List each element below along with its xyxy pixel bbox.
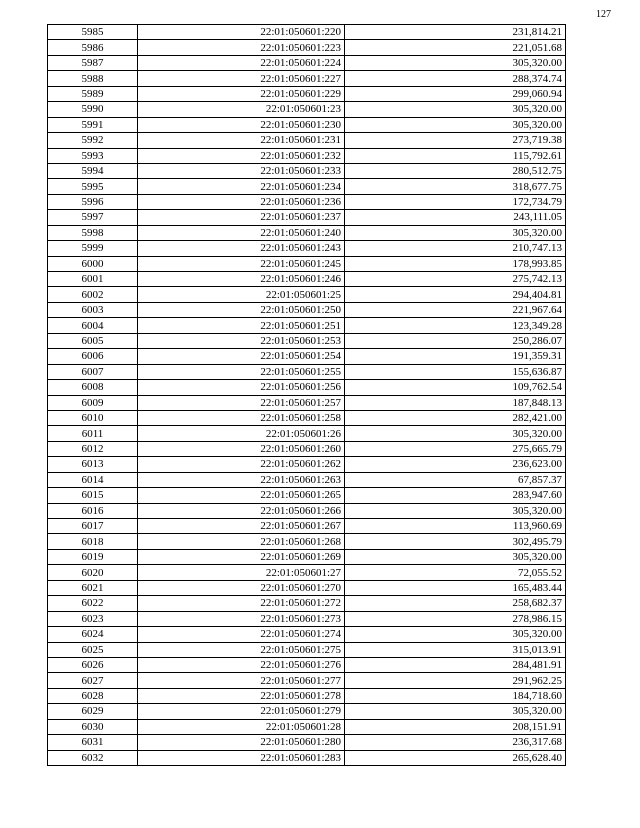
row-number-cell: 6020: [48, 565, 138, 580]
value-cell: 123,349.28: [345, 318, 566, 333]
value-cell: 288,374.74: [345, 71, 566, 86]
table-row: [48, 241, 566, 256]
row-number-cell: 6029: [48, 704, 138, 719]
value-cell: 305,320.00: [345, 426, 566, 441]
table-row: [48, 349, 566, 364]
value-cell: 72,055.52: [345, 565, 566, 580]
row-number-cell: 5987: [48, 55, 138, 70]
cadastral-number-cell: 22:01:050601:26: [138, 426, 345, 441]
row-number-cell: 5991: [48, 117, 138, 132]
value-cell: 109,762.54: [345, 380, 566, 395]
row-number-cell: 6025: [48, 642, 138, 657]
cadastral-number-cell: 22:01:050601:258: [138, 410, 345, 425]
cadastral-number-cell: 22:01:050601:229: [138, 86, 345, 101]
row-number-cell: 6013: [48, 457, 138, 472]
row-number-cell: 6006: [48, 349, 138, 364]
value-cell: 172,734.79: [345, 194, 566, 209]
row-number-cell: 6005: [48, 333, 138, 348]
table-row: [48, 519, 566, 534]
table-row: [48, 210, 566, 225]
table-row: [48, 25, 566, 40]
row-number-cell: 6026: [48, 657, 138, 672]
table-row: [48, 380, 566, 395]
table-row: [48, 549, 566, 564]
row-number-cell: 6012: [48, 441, 138, 456]
table-row: [48, 194, 566, 209]
value-cell: 302,495.79: [345, 534, 566, 549]
row-number-cell: 6014: [48, 472, 138, 487]
row-number-cell: 6008: [48, 380, 138, 395]
row-number-cell: 6009: [48, 395, 138, 410]
cadastral-number-cell: 22:01:050601:236: [138, 194, 345, 209]
cadastral-number-cell: 22:01:050601:268: [138, 534, 345, 549]
cadastral-number-cell: 22:01:050601:243: [138, 241, 345, 256]
value-cell: 305,320.00: [345, 225, 566, 240]
cadastral-number-cell: 22:01:050601:224: [138, 55, 345, 70]
value-cell: 115,792.61: [345, 148, 566, 163]
value-cell: 155,636.87: [345, 364, 566, 379]
value-cell: 210,747.13: [345, 241, 566, 256]
value-cell: 265,628.40: [345, 750, 566, 765]
cadastral-number-cell: 22:01:050601:277: [138, 673, 345, 688]
row-number-cell: 6023: [48, 611, 138, 626]
value-cell: 305,320.00: [345, 55, 566, 70]
value-cell: 283,947.60: [345, 488, 566, 503]
table-row: [48, 133, 566, 148]
table-row: [48, 256, 566, 271]
value-cell: 278,986.15: [345, 611, 566, 626]
row-number-cell: 6001: [48, 272, 138, 287]
value-cell: 299,060.94: [345, 86, 566, 101]
value-cell: 275,742.13: [345, 272, 566, 287]
value-cell: 165,483.44: [345, 580, 566, 595]
row-number-cell: 5998: [48, 225, 138, 240]
value-cell: 318,677.75: [345, 179, 566, 194]
table-row: [48, 735, 566, 750]
row-number-cell: 5990: [48, 102, 138, 117]
table-row: [48, 102, 566, 117]
value-cell: 282,421.00: [345, 410, 566, 425]
cadastral-number-cell: 22:01:050601:223: [138, 40, 345, 55]
table-row: [48, 750, 566, 765]
row-number-cell: 5992: [48, 133, 138, 148]
row-number-cell: 6004: [48, 318, 138, 333]
value-cell: 208,151.91: [345, 719, 566, 734]
value-cell: 280,512.75: [345, 163, 566, 178]
value-cell: 187,848.13: [345, 395, 566, 410]
cadastral-number-cell: 22:01:050601:27: [138, 565, 345, 580]
row-number-cell: 6018: [48, 534, 138, 549]
table-row: [48, 472, 566, 487]
cadastral-number-cell: 22:01:050601:274: [138, 627, 345, 642]
cadastral-number-cell: 22:01:050601:279: [138, 704, 345, 719]
cadastral-number-cell: 22:01:050601:256: [138, 380, 345, 395]
value-cell: 243,111.05: [345, 210, 566, 225]
value-cell: 305,320.00: [345, 704, 566, 719]
cadastral-number-cell: 22:01:050601:262: [138, 457, 345, 472]
table-row: [48, 704, 566, 719]
table-row: [48, 148, 566, 163]
table-body: [48, 25, 566, 766]
value-cell: 191,359.31: [345, 349, 566, 364]
row-number-cell: 6007: [48, 364, 138, 379]
value-cell: 236,317.68: [345, 735, 566, 750]
table-row: [48, 410, 566, 425]
table-row: [48, 318, 566, 333]
row-number-cell: 5989: [48, 86, 138, 101]
cadastral-number-cell: 22:01:050601:251: [138, 318, 345, 333]
cadastral-number-cell: 22:01:050601:234: [138, 179, 345, 194]
value-cell: 178,993.85: [345, 256, 566, 271]
value-cell: 305,320.00: [345, 503, 566, 518]
value-cell: 284,481.91: [345, 657, 566, 672]
value-cell: 305,320.00: [345, 549, 566, 564]
table-row: [48, 225, 566, 240]
cadastral-number-cell: 22:01:050601:263: [138, 472, 345, 487]
table-row: [48, 287, 566, 302]
table-row: [48, 457, 566, 472]
row-number-cell: 5993: [48, 148, 138, 163]
row-number-cell: 6021: [48, 580, 138, 595]
table-row: [48, 86, 566, 101]
table-row: [48, 117, 566, 132]
row-number-cell: 6010: [48, 410, 138, 425]
cadastral-number-cell: 22:01:050601:283: [138, 750, 345, 765]
table-row: [48, 55, 566, 70]
table-row: [48, 488, 566, 503]
value-cell: 273,719.38: [345, 133, 566, 148]
cadastral-number-cell: 22:01:050601:270: [138, 580, 345, 595]
value-cell: 305,320.00: [345, 117, 566, 132]
row-number-cell: 6032: [48, 750, 138, 765]
cadastral-number-cell: 22:01:050601:276: [138, 657, 345, 672]
table-row: [48, 534, 566, 549]
row-number-cell: 5999: [48, 241, 138, 256]
cadastral-number-cell: 22:01:050601:250: [138, 302, 345, 317]
page-number: 127: [596, 9, 611, 20]
data-table: [47, 24, 566, 766]
cadastral-number-cell: 22:01:050601:280: [138, 735, 345, 750]
table-row: [48, 40, 566, 55]
cadastral-number-cell: 22:01:050601:257: [138, 395, 345, 410]
row-number-cell: 6015: [48, 488, 138, 503]
value-cell: 275,665.79: [345, 441, 566, 456]
table-row: [48, 657, 566, 672]
cadastral-number-cell: 22:01:050601:254: [138, 349, 345, 364]
table-row: [48, 673, 566, 688]
row-number-cell: 5994: [48, 163, 138, 178]
row-number-cell: 5995: [48, 179, 138, 194]
value-cell: 315,013.91: [345, 642, 566, 657]
value-cell: 184,718.60: [345, 688, 566, 703]
cadastral-number-cell: 22:01:050601:230: [138, 117, 345, 132]
table-row: [48, 627, 566, 642]
value-cell: 221,051.68: [345, 40, 566, 55]
value-cell: 291,962.25: [345, 673, 566, 688]
row-number-cell: 6011: [48, 426, 138, 441]
cadastral-number-cell: 22:01:050601:273: [138, 611, 345, 626]
table-row: [48, 441, 566, 456]
cadastral-number-cell: 22:01:050601:265: [138, 488, 345, 503]
value-cell: 67,857.37: [345, 472, 566, 487]
row-number-cell: 6022: [48, 596, 138, 611]
cadastral-number-cell: 22:01:050601:227: [138, 71, 345, 86]
row-number-cell: 5988: [48, 71, 138, 86]
value-cell: 250,286.07: [345, 333, 566, 348]
table-row: [48, 179, 566, 194]
value-cell: 294,404.81: [345, 287, 566, 302]
value-cell: 305,320.00: [345, 627, 566, 642]
table-row: [48, 272, 566, 287]
cadastral-number-cell: 22:01:050601:245: [138, 256, 345, 271]
table-row: [48, 611, 566, 626]
row-number-cell: 6002: [48, 287, 138, 302]
table-row: [48, 364, 566, 379]
cadastral-number-cell: 22:01:050601:233: [138, 163, 345, 178]
row-number-cell: 6027: [48, 673, 138, 688]
value-cell: 258,682.37: [345, 596, 566, 611]
value-cell: 231,814.21: [345, 25, 566, 40]
table-row: [48, 71, 566, 86]
cadastral-number-cell: 22:01:050601:25: [138, 287, 345, 302]
value-cell: 305,320.00: [345, 102, 566, 117]
row-number-cell: 5996: [48, 194, 138, 209]
cadastral-number-cell: 22:01:050601:267: [138, 519, 345, 534]
table-row: [48, 642, 566, 657]
row-number-cell: 6024: [48, 627, 138, 642]
row-number-cell: 6028: [48, 688, 138, 703]
row-number-cell: 6019: [48, 549, 138, 564]
row-number-cell: 5985: [48, 25, 138, 40]
cadastral-number-cell: 22:01:050601:237: [138, 210, 345, 225]
table-row: [48, 596, 566, 611]
cadastral-number-cell: 22:01:050601:275: [138, 642, 345, 657]
cadastral-number-cell: 22:01:050601:253: [138, 333, 345, 348]
cadastral-number-cell: 22:01:050601:260: [138, 441, 345, 456]
row-number-cell: 5997: [48, 210, 138, 225]
table-row: [48, 565, 566, 580]
table-row: [48, 580, 566, 595]
row-number-cell: 6016: [48, 503, 138, 518]
table-row: [48, 163, 566, 178]
cadastral-number-cell: 22:01:050601:23: [138, 102, 345, 117]
cadastral-number-cell: 22:01:050601:269: [138, 549, 345, 564]
row-number-cell: 6000: [48, 256, 138, 271]
table-row: [48, 503, 566, 518]
value-cell: 236,623.00: [345, 457, 566, 472]
value-cell: 113,960.69: [345, 519, 566, 534]
row-number-cell: 6030: [48, 719, 138, 734]
cadastral-number-cell: 22:01:050601:231: [138, 133, 345, 148]
row-number-cell: 6017: [48, 519, 138, 534]
cadastral-number-cell: 22:01:050601:255: [138, 364, 345, 379]
table-row: [48, 719, 566, 734]
cadastral-number-cell: 22:01:050601:28: [138, 719, 345, 734]
table-row: [48, 302, 566, 317]
cadastral-number-cell: 22:01:050601:272: [138, 596, 345, 611]
cadastral-number-cell: 22:01:050601:220: [138, 25, 345, 40]
row-number-cell: 6031: [48, 735, 138, 750]
table-row: [48, 333, 566, 348]
cadastral-number-cell: 22:01:050601:278: [138, 688, 345, 703]
value-cell: 221,967.64: [345, 302, 566, 317]
row-number-cell: 6003: [48, 302, 138, 317]
row-number-cell: 5986: [48, 40, 138, 55]
cadastral-number-cell: 22:01:050601:240: [138, 225, 345, 240]
table-row: [48, 426, 566, 441]
cadastral-number-cell: 22:01:050601:246: [138, 272, 345, 287]
table-row: [48, 688, 566, 703]
cadastral-number-cell: 22:01:050601:232: [138, 148, 345, 163]
table-row: [48, 395, 566, 410]
cadastral-number-cell: 22:01:050601:266: [138, 503, 345, 518]
